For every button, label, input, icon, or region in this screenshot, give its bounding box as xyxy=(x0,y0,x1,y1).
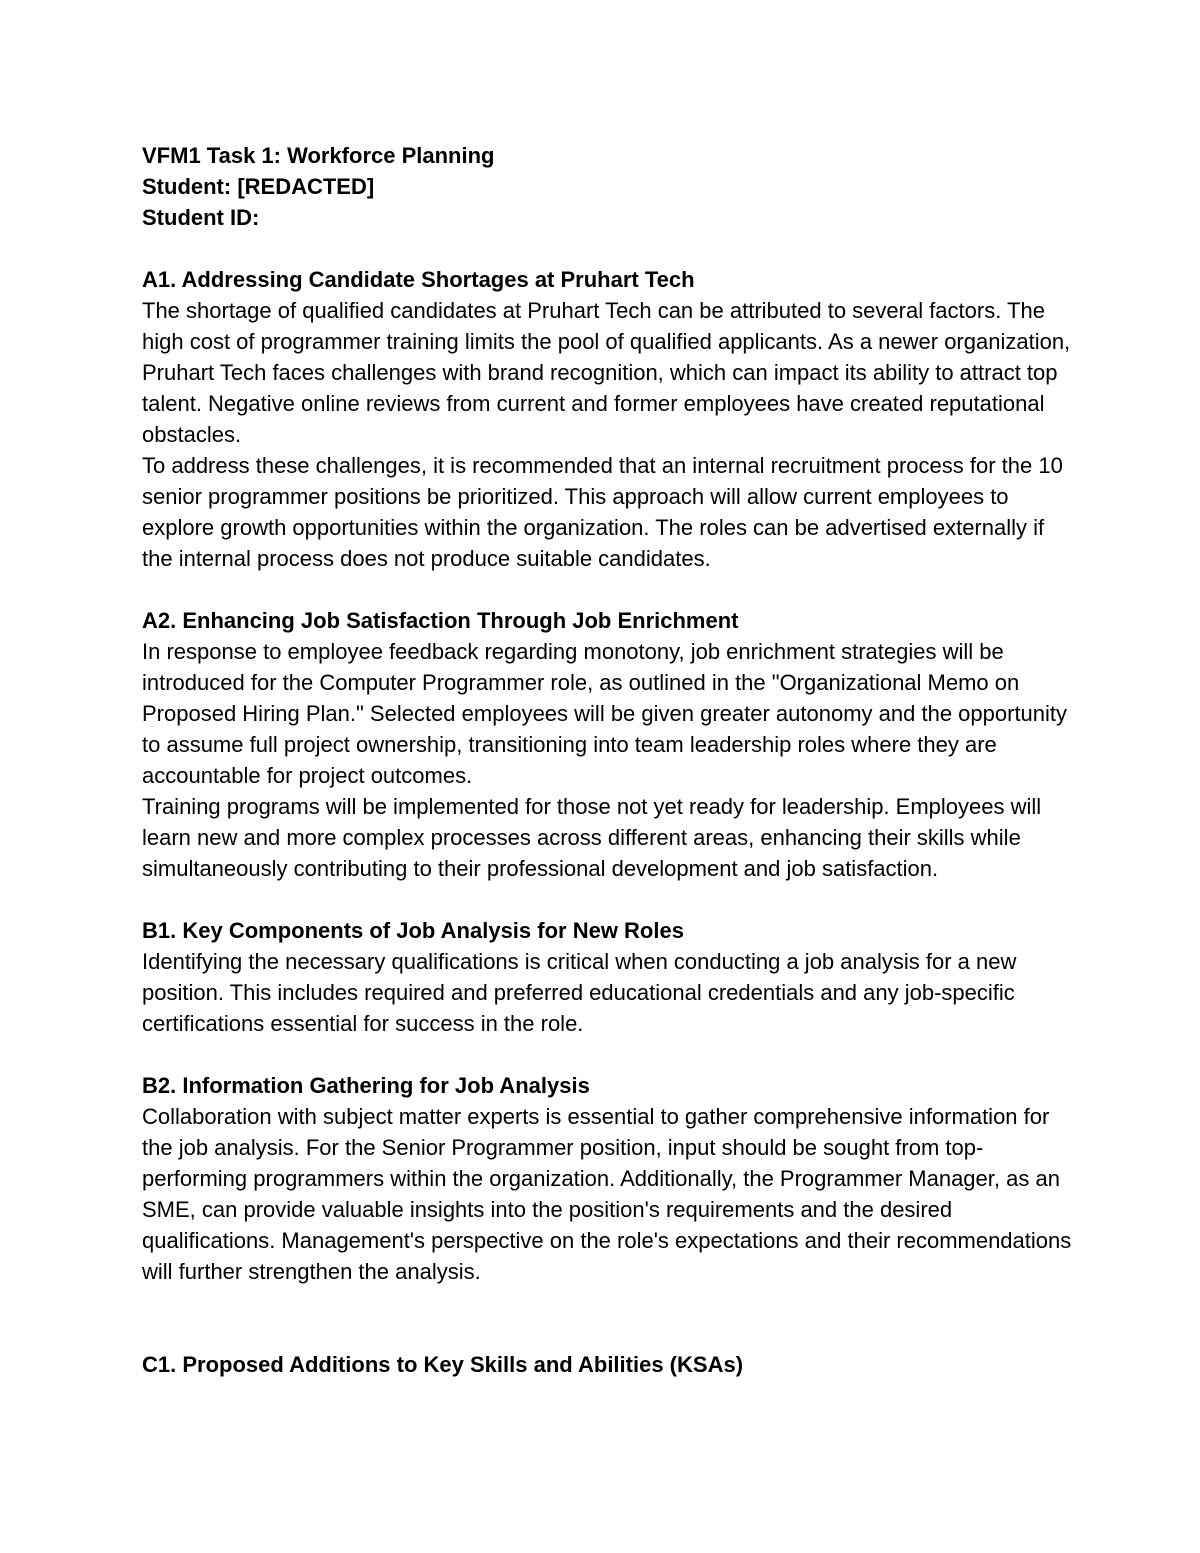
spacer xyxy=(142,233,1077,264)
spacer xyxy=(142,574,1077,605)
spacer xyxy=(142,1287,1077,1349)
spacer xyxy=(142,884,1077,915)
document-page xyxy=(142,140,1077,1380)
section-heading: C1. Proposed Additions to Key Skills and Abilities (KSAs) xyxy=(142,1352,744,1377)
paragraph: Collaboration with subject matter experts is essential to gather comprehensive information for the job analysis. For the Senior Programmer position, input should be sought from top-performing programmers within the organization. Additionally, the Programmer Manager, as an SME, can provide valuable insights into the position's requirements and the desired qualifications. Management's perspective on the role's expectations and their recommendations will further strengthen the analysis. xyxy=(142,1104,1072,1284)
paragraph: Training programs will be implemented for those not yet ready for leadership. Employees will learn new and more complex processes across different areas, enhancing their skills while simultaneously contributing to their professional development and job satisfaction. xyxy=(142,794,1042,881)
section-b2 xyxy=(142,1070,1077,1287)
paragraph: The shortage of qualified candidates at Pruhart Tech can be attributed to several factors. The high cost of programmer training limits the pool of qualified applicants. As a newer organization, Pruhart Tech faces challenges with brand recognition, which can impact its ability to attract top talent. Negative online reviews from current and former employees have created reputational obstacles. xyxy=(142,298,1071,447)
section-heading: B2. Information Gathering for Job Analysis xyxy=(142,1073,590,1098)
section-a1 xyxy=(142,264,1077,574)
student-name: Student: [REDACTED] xyxy=(142,174,375,199)
paragraph: To address these challenges, it is recommended that an internal recruitment process for the 10 senior programmer positions be prioritized. This approach will allow current employees to explore growth opportunities within the organization. The roles can be advertised externally if the internal process does not produce suitable candidates. xyxy=(142,453,1063,571)
paragraph: Identifying the necessary qualifications is critical when conducting a job analysis for a new position. This includes required and preferred educational credentials and any job-specific certifications essential for success in the role. xyxy=(142,949,1017,1036)
student-id: Student ID: xyxy=(142,205,260,230)
section-a2 xyxy=(142,605,1077,884)
section-c1 xyxy=(142,1349,1077,1380)
section-b1 xyxy=(142,915,1077,1039)
paragraph: In response to employee feedback regarding monotony, job enrichment strategies will be introduced for the Computer Programmer role, as outlined in the "Organizational Memo on Proposed Hiring Plan." Selected employees will be given greater autonomy and the opportunity to assume full project ownership, transitioning into team leadership roles where they are accountable for project outcomes. xyxy=(142,639,1068,788)
document-title: VFM1 Task 1: Workforce Planning xyxy=(142,143,495,168)
section-heading: B1. Key Components of Job Analysis for New Roles xyxy=(142,918,684,943)
section-heading: A1. Addressing Candidate Shortages at Pruhart Tech xyxy=(142,267,695,292)
section-heading: A2. Enhancing Job Satisfaction Through Job Enrichment xyxy=(142,608,739,633)
spacer xyxy=(142,1039,1077,1070)
